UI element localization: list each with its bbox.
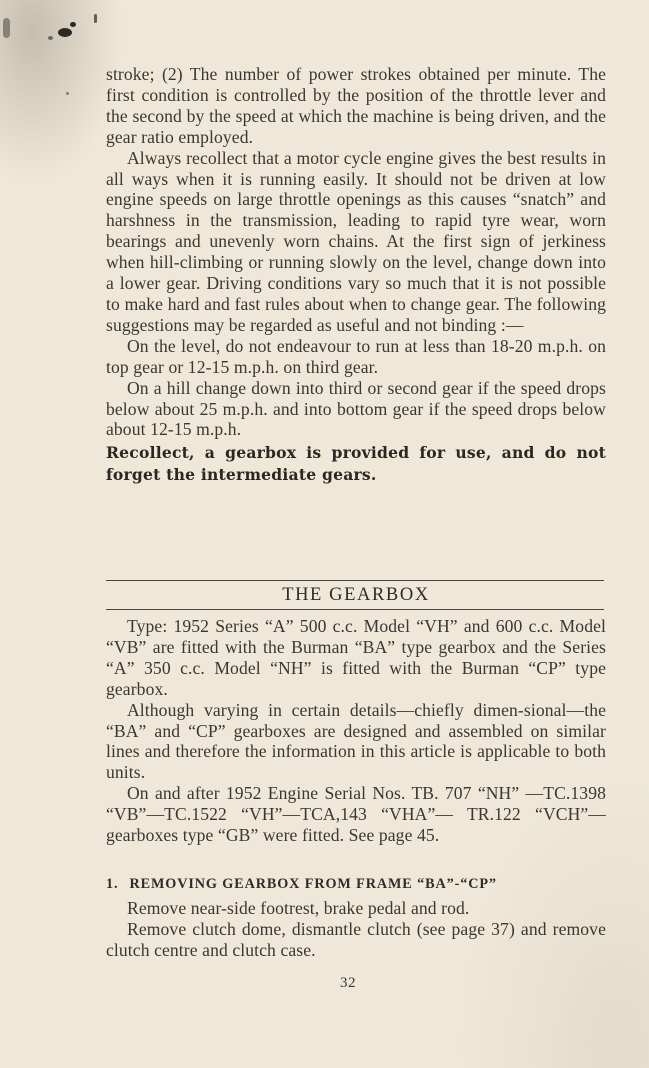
sub-heading-number: 1. bbox=[106, 876, 119, 892]
paragraph: On a hill change down into third or second gear if the speed drops below about 25 m.p.h. and into bottom gear if the speed drops below about 12-15 m.p.h. bbox=[106, 377, 606, 440]
ink-speck bbox=[58, 28, 72, 37]
paragraph: Always recollect that a motor cycle engine gives the best results in all ways when it is running easily. It should not be driven at low engine speeds on large throttle openings as this causes “snatch” and harshness in the transmission, leading to rapid tyre wear, worn bearings and unevenly worn chains. At the first sign of jerkiness when hill-climbing or running slowly on the level, change down into a lower gear. Driving conditions vary so much that it is not possible to make hard and fast rules about when to change gear. The following suggestions may be regarded as useful and not binding :— bbox=[106, 147, 606, 335]
page-number: 32 bbox=[340, 975, 356, 991]
paragraph: On and after 1952 Engine Serial Nos. TB. 707 “NH” —TC.1398 “VB”—TC.1522 “VH”—TCA,143 “VHA”— TR.122 “VCH”—gearboxes type “GB” were fitted. See page 45. bbox=[106, 783, 606, 846]
paragraph: Although varying in certain details—chiefly dimen-sional—the “BA” and “CP” gearboxes are designed and assembled on similar lines and therefore the information in this article is applicable to both units. bbox=[106, 699, 606, 783]
body-text-gearbox bbox=[106, 616, 606, 846]
ink-speck bbox=[48, 36, 53, 40]
sub-heading-text: REMOVING GEARBOX FROM FRAME “BA”-“CP” bbox=[129, 876, 497, 892]
emphasis-paragraph: Recollect, a gearbox is provided for use, and do not forget the intermediate gears. bbox=[106, 443, 606, 484]
paragraph: Type: 1952 Series “A” 500 c.c. Model “VH” and 600 c.c. Model “VB” are fitted with the Burman “BA” type gearbox and the Series “A” 350 c.c. Model “NH” is fitted with the Burman “CP” type gearbox. bbox=[106, 616, 606, 699]
ink-speck bbox=[66, 92, 69, 95]
paragraph: On the level, do not endeavour to run at less than 18-20 m.p.h. on top gear or 12-15 m.p.h. on third gear. bbox=[106, 335, 606, 377]
ink-speck bbox=[94, 14, 97, 23]
ink-speck bbox=[70, 22, 76, 27]
section-rule-bottom bbox=[106, 609, 604, 610]
sub-heading bbox=[106, 876, 616, 893]
body-text-removing bbox=[106, 898, 606, 961]
paragraph: Remove clutch dome, dismantle clutch (see page 37) and remove clutch centre and clutch case. bbox=[106, 918, 606, 960]
paragraph: stroke; (2) The number of power strokes obtained per minute. The first condition is controlled by the position of the throttle lever and the second by the speed at which the machine is being driven, and the gear ratio employed. bbox=[106, 64, 606, 147]
ink-speck bbox=[3, 18, 10, 38]
section-title: THE GEARBOX bbox=[282, 585, 430, 605]
section-rule-top bbox=[106, 580, 604, 581]
body-text-upper bbox=[106, 64, 606, 485]
paragraph: Remove near-side footrest, brake pedal and rod. bbox=[127, 898, 470, 918]
